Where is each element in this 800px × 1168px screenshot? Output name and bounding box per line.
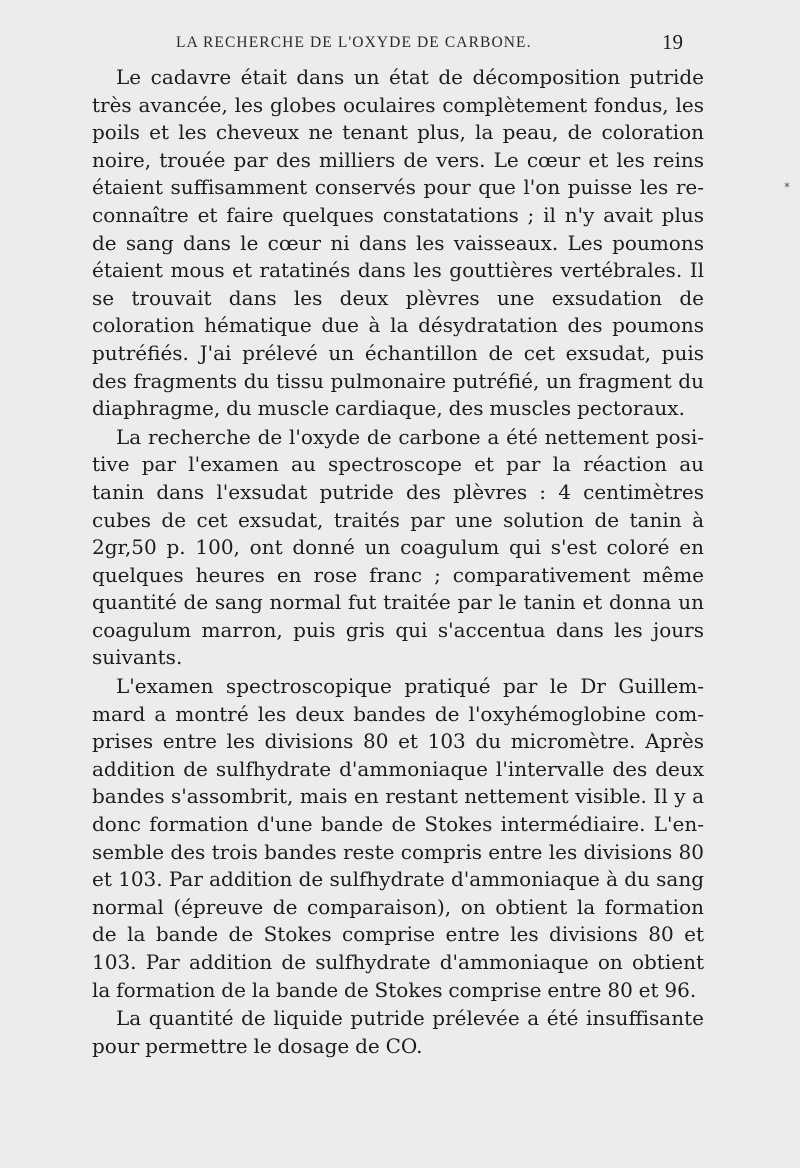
paragraph-2: La recherche de l'oxyde de carbone a été nettement positive par l'examen au spectroscope et par la réaction au tanin dans l'exsudat putride des plèvres : 4 centimètres cubes de cet exsudat, traités par une solution de tanin à 2gr,50 p. 100, ont donné un coagulum qui s'est coloré en quelques heures en rose franc ; comparativement même quantité de sang normal fut traitée par le tanin et donna un coagulum marron, puis gris qui s'accentua dans les jours suivants. bbox=[92, 424, 704, 670]
paragraph-3: L'examen spectroscopique pratiqué par le Dr Guillemmard a montré les deux bandes de l'oxyhémoglobine comprises entre les divisions 80 et 103 du micromètre. Après addition de sulfhydrate d'ammoniaque l'intervalle des deux bandes s'assombrit, mais en restant nettement visible. Il y a donc formation d'une bande de Stokes intermédiaire. L'ensemble des trois bandes reste compris entre les divisions 80 et 103. Par addition de sulfhydrate d'ammoniaque à du sang normal (épreuve de comparaison), on obtient la formation de la bande de Stokes comprise entre les divisions 80 et 103. Par addition de sulfhydrate d'ammoniaque on obtient la formation de la bande de Stokes comprise entre 80 et 96. bbox=[92, 674, 704, 1002]
page-number: 19 bbox=[662, 30, 683, 54]
paragraph-1: Le cadavre était dans un état de décomposition putride très avancée, les globes oculaires complètement fondus, les poils et les cheveux ne tenant plus, la peau, de coloration noire, trouée par des milliers de vers. Le cœur et les reins étaient suffisamment conservés pour que l'on puisse les reconnaître et faire quelques constatations ; il n'y avait plus de sang dans le cœur ni dans les vaisseaux. Les poumons étaient mous et ratatinés dans les gouttières vertébrales. Il se trouvait dans les deux plèvres une exsudation de coloration hématique due à la désydratation des poumons putréfiés. J'ai prélevé un échantillon de cet exsudat, puis des fragments du tissu pulmonaire putréfié, un fragment du diaphragme, du muscle cardiaque, des muscles pectoraux. bbox=[92, 65, 704, 421]
margin-mark: * bbox=[784, 180, 790, 194]
body-text bbox=[92, 64, 704, 1060]
running-title: LA RECHERCHE DE L'OXYDE DE CARBONE. bbox=[176, 34, 532, 51]
paragraph-4: La quantité de liquide putride prélevée a été insuffisante pour permettre le dosage de CO. bbox=[92, 1006, 704, 1058]
